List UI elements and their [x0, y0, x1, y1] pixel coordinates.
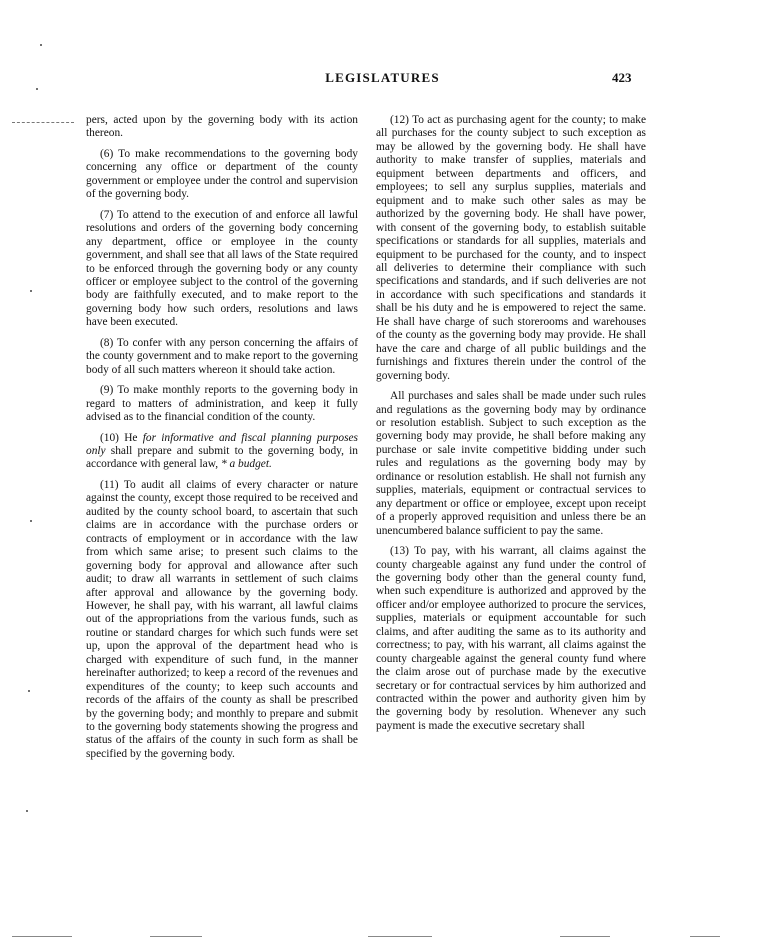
paragraph: (8) To confer with any person concerning the affairs of the county government and to make report to the governing body of all such matters whereon it should take action. — [86, 336, 358, 376]
right-column — [376, 114, 646, 740]
paragraph: (12) To act as purchasing agent for the county; to make all purchases for the county subject to such exception as may be allowed by the governing body. He shall have authority to make transfer of supplies, materials and equipment between departments and officers, and employees; to sell any surplus supplies, materials and equipment and to make such other sales as may be authorized by the governing body. He shall have power, with consent of the governing body, to establish suitable specifications or standards for all supplies, materials and equipment to be purchased for the county, and to inspect all deliveries to determine their compliance with such specifications and standards, and if such deliveries are not in accordance with such specifications and standards it shall be his duty and he is empowered to reject the same. He shall have charge of such storerooms and warehouses of the county as the governing body may provide. He shall have the care and charge of all public buildings and the furnishings and fixtures therein under the control of the governing body. — [376, 114, 646, 382]
page-header — [0, 70, 763, 90]
paragraph: (11) To audit all claims of every character or nature against the county, except those required to be received and audited by the county school board, to ascertain that such claims are in accordance with the purchase orders or contracts of employment or in accordance with the law from which same arise; to present such claims to the governing body for approval and allowance after such audit; to draw all warrants in settlement of such claims after approval and allowance by the governing body. However, he shall pay, with his warrant, all lawful claims out of the appropriations from the various funds, such as routine or standard charges for which such funds were set up, upon the approval of the department head who is charged with expenditure of such fund, in the manner hereinafter authorized; to keep a record of the revenues and expenditures of the county; to keep such accounts and records of the affairs of the county as shall be prescribed by the governing body; and monthly to prepare and submit to the governing body statements showing the progress and status of the affairs of the county in such form as shall be specified by the governing body. — [86, 478, 358, 760]
margin-mark — [26, 810, 28, 812]
page-number: 423 — [612, 70, 632, 85]
text-run: shall prepare and submit to the governing body, in accordance with general law, — [86, 444, 358, 471]
footer-rule — [690, 936, 720, 937]
paragraph: (7) To attend to the execution of and enforce all lawful resolutions and orders of the governing body concerning any department, office or employee in the county government, and shall see that all laws of the State required to be enforced through the governing body or any county officer or employee subject to the control of the governing body are faithfully executed, and to make report to the governing body how such orders, resolutions and laws have been executed. — [86, 208, 358, 329]
paragraph: pers, acted upon by the governing body with its action thereon. — [86, 114, 358, 140]
margin-mark — [30, 520, 32, 522]
paragraph-item-10 — [86, 432, 358, 472]
left-column — [86, 114, 358, 768]
footer-rule — [560, 936, 610, 937]
paragraph: All purchases and sales shall be made under such rules and regulations as the governing body may by ordinance or resolution establish. Subject to such exception as the governing body may provide, he shall before making any purchase or sale invite competitive bidding under such rules and regulations as the governing body may by ordinance or resolution establish. He shall not furnish any supplies, materials, equipment or contractual services to any department or office or employee, except upon receipt of a properly approved requisition and unless there be an unencumbered balance sufficient to pay the same. — [376, 390, 646, 537]
footer-rule — [12, 936, 72, 937]
paragraph: (9) To make monthly reports to the governing body in regard to matters of administration, and keep it fully advised as to the financial condition of the county. — [86, 384, 358, 424]
margin-mark — [28, 690, 30, 692]
italic-text-run: for informative and fiscal planning purposes only — [86, 431, 358, 457]
text-run: (10) He — [100, 431, 143, 444]
scan-artifact — [12, 122, 74, 125]
margin-mark — [30, 290, 32, 292]
paragraph: (13) To pay, with his warrant, all claims against the county chargeable against any fund under the control of the governing body other than the general county fund, when such expenditure is authorized and approved by the officer and/or employee authorized to procure the services, supplies, materials or equipment accountable for such claims, and after auditing the same as to its authority and correctness; to pay, with his warrant, all claims against the county chargeable against the general county fund where the claim arose out of purchase made by the executive secretary or for contractual services by him authorized and contracted within the power and authority given him by the governing body by resolution. Whenever any such payment is made the executive secretary shall — [376, 545, 646, 732]
paragraph: (6) To make recommendations to the governing body concerning any office or department of the county government or employee under the control and supervision of the governing body. — [86, 147, 358, 201]
running-head: LEGISLATURES — [325, 70, 440, 85]
footer-rule — [368, 936, 432, 937]
margin-mark — [40, 44, 42, 46]
italic-text-run: * a budget. — [220, 458, 272, 471]
footer-rule — [150, 936, 202, 937]
